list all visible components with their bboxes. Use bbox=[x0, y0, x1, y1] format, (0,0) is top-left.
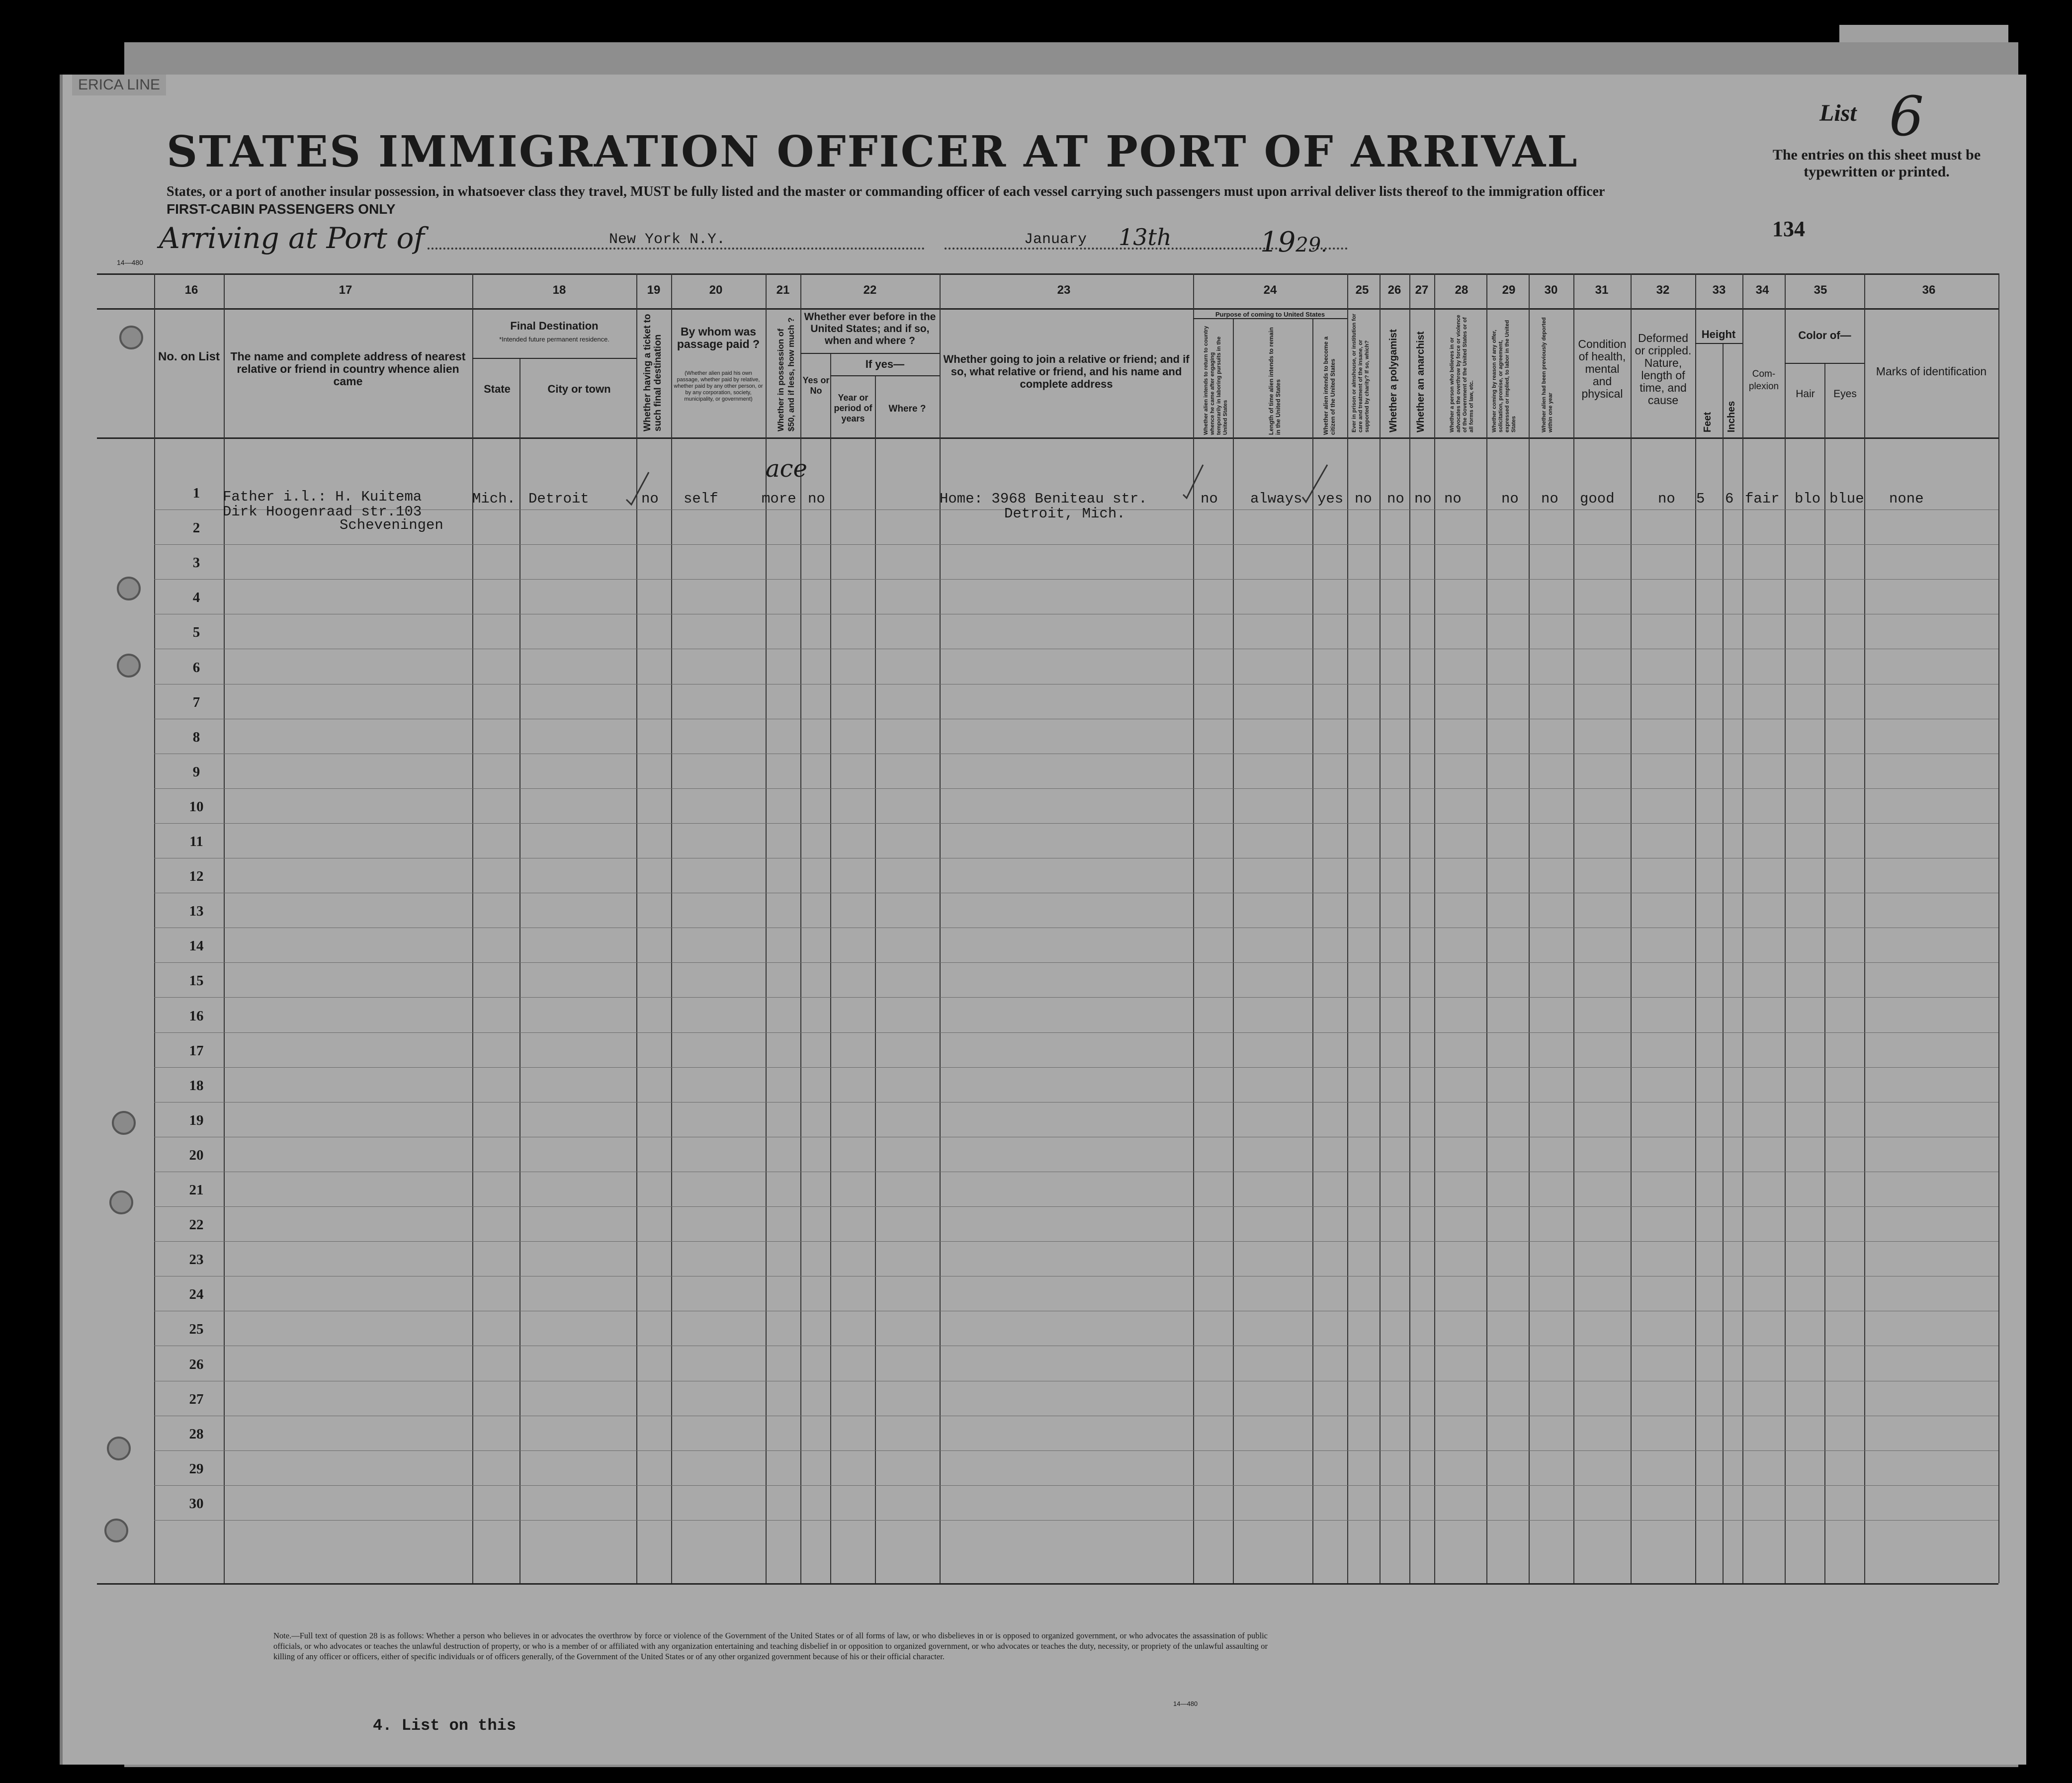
row-number: 17 bbox=[189, 1042, 204, 1059]
entry-feet: 5 bbox=[1696, 491, 1705, 507]
row-number: 25 bbox=[189, 1321, 204, 1338]
entry-health: good bbox=[1580, 491, 1615, 507]
row-rule bbox=[154, 1067, 1998, 1068]
col-line bbox=[472, 273, 473, 1583]
entry-join-line2: Detroit, Mich. bbox=[1004, 506, 1125, 522]
header-marks: Marks of identification bbox=[1876, 365, 1987, 378]
col-line bbox=[1998, 273, 1999, 1583]
col-line bbox=[830, 353, 831, 1583]
colnum-17: 17 bbox=[339, 283, 352, 297]
col-line bbox=[224, 273, 225, 1583]
list-number: 6 bbox=[1889, 85, 1924, 148]
sub-rule bbox=[830, 375, 940, 376]
entry-q29: no bbox=[1501, 491, 1519, 507]
header-hair: Hair bbox=[1796, 388, 1815, 400]
header-join-relative: Whether going to join a relative or friend; and if so, what relative or friend, and his name and complete address bbox=[943, 353, 1190, 390]
row-rule bbox=[154, 1102, 1998, 1103]
row-rule bbox=[154, 1450, 1998, 1451]
header-passage: By whom was passage paid ? bbox=[677, 325, 760, 350]
colnum-32: 32 bbox=[1656, 283, 1670, 297]
header-complexion: Com- plexion bbox=[1748, 369, 1779, 392]
sub-rule bbox=[472, 358, 636, 359]
header-eyes: Eyes bbox=[1833, 388, 1857, 400]
row-number: 16 bbox=[189, 1008, 204, 1024]
colnum-18: 18 bbox=[552, 283, 566, 297]
row-number: 5 bbox=[192, 624, 200, 641]
col-line bbox=[1312, 318, 1313, 1583]
col-line bbox=[1864, 273, 1865, 1583]
row-number: 28 bbox=[189, 1426, 204, 1442]
year-value bbox=[1260, 226, 1327, 258]
colnum-25: 25 bbox=[1355, 283, 1369, 297]
col-line bbox=[1409, 273, 1410, 1583]
col-line bbox=[1695, 273, 1696, 1583]
row-number: 27 bbox=[189, 1391, 204, 1407]
table-top-rule bbox=[97, 273, 1998, 275]
punch-hole bbox=[119, 326, 143, 349]
rule-text: States, or a port of another insular possession, in whatsoever class they travel, MUST be fully listed and the master or commanding officer of each vessel carrying such passengers must upon arrival deliver lists thereof to the immigration officer bbox=[167, 184, 1605, 199]
col-line bbox=[1529, 273, 1530, 1583]
day-value: 13th bbox=[1119, 224, 1172, 251]
row-rule bbox=[154, 579, 1998, 580]
header-city: City or town bbox=[547, 383, 611, 395]
footnote: Note.—Full text of question 28 is as follows: Whether a person who believes in or advocates the overthrow by force or violence of the Government of the United States or of all forms of law, or who disbelieves in or is opposed to organized government, or who advocates the assassination of public officials, or who advocates or teaches the unlawful destruction of property, or who is a member of or affiliated with any organization entertaining and teaching disbelief in or opposition to organized government, or who advocates or teaches the duty, necessity, or propriety of the unlawful assaulting or killing of any officer or officers, either of specific individuals or of officers generally, of the Government of the United States or of any other organized government because of his or their official character. bbox=[273, 1631, 1268, 1661]
colnum-33: 33 bbox=[1712, 283, 1726, 297]
colnum-36: 36 bbox=[1922, 283, 1936, 297]
year-prefix: 19 bbox=[1260, 226, 1296, 258]
header-if-yes: If yes— bbox=[865, 358, 905, 370]
month-value: January bbox=[1024, 231, 1087, 248]
colnum-16: 16 bbox=[184, 283, 198, 297]
table-bottom-rule bbox=[97, 1583, 1998, 1585]
row-number: 18 bbox=[189, 1077, 204, 1094]
header-no-on-list: No. on List bbox=[158, 350, 220, 363]
header-q28: Whether a person who believes in or advocates the overthrow by force or violence of the Government of the United States or of all forms of law, etc. bbox=[1449, 315, 1474, 432]
row-rule bbox=[154, 962, 1998, 963]
header-purpose-b: Length of time alien intends to remain in the United States bbox=[1268, 327, 1282, 435]
header-year-period: Year or period of years bbox=[834, 393, 872, 424]
entry-relative-line2: Dirk Hoogenraad str.103 bbox=[223, 504, 422, 520]
sheet-code: 134 bbox=[1772, 217, 1805, 241]
entry-marks: none bbox=[1889, 491, 1924, 507]
row-rule bbox=[154, 788, 1998, 789]
entry-complexion: fair bbox=[1745, 491, 1780, 507]
row-number: 23 bbox=[189, 1252, 204, 1268]
header-deformed: Deformed or crippled. Nature, length of time, and cause bbox=[1635, 332, 1692, 407]
row-rule bbox=[154, 1485, 1998, 1486]
col-line bbox=[1573, 273, 1574, 1583]
row-number: 12 bbox=[189, 868, 204, 885]
col-line bbox=[519, 358, 520, 1583]
col-line bbox=[1723, 343, 1724, 1583]
column-number-rule bbox=[97, 308, 1998, 310]
colnum-35: 35 bbox=[1813, 283, 1827, 297]
entry-state: Mich. bbox=[472, 491, 516, 507]
row-rule bbox=[154, 823, 1998, 824]
page-title: STATES IMMIGRATION OFFICER AT PORT OF ARRIVAL bbox=[167, 127, 1579, 177]
row-number: 6 bbox=[192, 659, 200, 676]
entry-polygamist: no bbox=[1387, 491, 1404, 507]
entry-anarchist: no bbox=[1414, 491, 1432, 507]
passenger-class: FIRST-CABIN PASSENGERS ONLY bbox=[167, 201, 396, 217]
header-bottom-rule bbox=[97, 437, 1998, 439]
header-purpose-c: Whether alien intends to become a citizen of the United States bbox=[1322, 336, 1336, 435]
row-number: 20 bbox=[189, 1147, 204, 1163]
colnum-21: 21 bbox=[776, 283, 790, 297]
entry-ticket: no bbox=[641, 491, 659, 507]
entry-relative-line1: Father i.l.: H. Kuitema bbox=[223, 489, 422, 505]
punch-hole bbox=[104, 1519, 128, 1542]
row-rule bbox=[154, 1032, 1998, 1033]
header-q30: Whether alien had been previously deported within one year bbox=[1541, 317, 1554, 432]
colnum-19: 19 bbox=[647, 283, 661, 297]
row-number: 24 bbox=[189, 1286, 204, 1303]
row-number: 9 bbox=[192, 764, 200, 780]
row-number: 10 bbox=[189, 798, 204, 815]
header-state: State bbox=[484, 383, 511, 395]
col-line bbox=[671, 273, 672, 1583]
col-line bbox=[1824, 363, 1825, 1583]
header-polygamist: Whether a polygamist bbox=[1388, 329, 1399, 432]
col-line bbox=[1233, 318, 1234, 1583]
row-rule bbox=[154, 997, 1998, 998]
punch-hole bbox=[107, 1437, 131, 1460]
row-rule bbox=[154, 1206, 1998, 1207]
punch-hole bbox=[117, 654, 141, 678]
row-number: 15 bbox=[189, 973, 204, 989]
col-line bbox=[1347, 273, 1348, 1583]
col-line bbox=[1486, 273, 1487, 1583]
row-number: 11 bbox=[189, 834, 203, 849]
colnum-20: 20 bbox=[709, 283, 723, 297]
colnum-31: 31 bbox=[1595, 283, 1609, 297]
row-number: 14 bbox=[189, 938, 204, 954]
row-number: 22 bbox=[189, 1217, 204, 1233]
entry-purpose-b: always bbox=[1250, 491, 1302, 507]
colnum-24: 24 bbox=[1263, 283, 1277, 297]
header-yes-no: Yes or No bbox=[802, 375, 830, 396]
entry-passage: self bbox=[684, 491, 718, 507]
header-prison: Ever in prison or almshouse, or institution for care and treatment of the insane, or supported by charity? If so, which? bbox=[1351, 314, 1370, 432]
col-line bbox=[940, 273, 941, 1583]
row-number: 19 bbox=[189, 1112, 204, 1128]
entry-q30: no bbox=[1541, 491, 1558, 507]
col-line bbox=[1380, 273, 1381, 1583]
year-suffix: 29. bbox=[1295, 234, 1327, 256]
punch-hole bbox=[109, 1190, 133, 1214]
header-purpose: Purpose of coming to United States bbox=[1215, 311, 1325, 318]
row-number: 29 bbox=[189, 1460, 204, 1477]
col-line bbox=[1631, 273, 1632, 1583]
colnum-26: 26 bbox=[1387, 283, 1401, 297]
entry-q28: no bbox=[1444, 491, 1462, 507]
shipping-line-stub: ERICA LINE bbox=[72, 75, 166, 95]
row-rule bbox=[154, 1520, 1998, 1521]
colnum-28: 28 bbox=[1455, 283, 1468, 297]
header-relative-address: The name and complete address of nearest relative or friend in country whence alien came bbox=[230, 350, 466, 388]
arriving-label: Arriving at Port of bbox=[159, 221, 425, 255]
row-rule bbox=[154, 1241, 1998, 1242]
colnum-22: 22 bbox=[863, 283, 877, 297]
date-dotted-line bbox=[945, 248, 1278, 250]
port-value: New York N.Y. bbox=[609, 231, 726, 248]
header-final-destination: Final Destination bbox=[510, 320, 599, 332]
header-q29: Whether coming by reason of any offer, solicitation, promise, or agreement, expressed or implied, to labor in the United States bbox=[1491, 320, 1517, 432]
row-number: 26 bbox=[189, 1356, 204, 1372]
col-line bbox=[1785, 273, 1786, 1583]
check-mark-citizen bbox=[1300, 462, 1330, 507]
row-rule bbox=[154, 544, 1998, 545]
header-final-destination-note: *Intended future permanent residence. bbox=[499, 336, 609, 343]
sub-rule bbox=[1695, 343, 1742, 344]
entry-hair: blo bbox=[1795, 491, 1821, 507]
entry-money: more bbox=[762, 491, 796, 507]
colnum-34: 34 bbox=[1755, 283, 1769, 297]
header-purpose-a: Whether alien intends to return to country whence he came after engaging temporarily in laboring pursuits in the United States bbox=[1203, 326, 1228, 435]
check-mark-ticket bbox=[624, 470, 654, 509]
entry-relative-line3: Scheveningen bbox=[340, 517, 443, 533]
entry-eyes: blue bbox=[1829, 491, 1864, 507]
entry-city: Detroit bbox=[528, 491, 589, 507]
punch-hole bbox=[117, 577, 141, 600]
footer-form-code: 14—480 bbox=[1173, 1700, 1198, 1707]
colnum-30: 30 bbox=[1544, 283, 1558, 297]
header-anarchist: Whether an anarchist bbox=[1415, 331, 1426, 432]
punch-hole bbox=[112, 1111, 136, 1135]
row-number: 3 bbox=[192, 555, 200, 571]
fold-text: 4. List on this bbox=[373, 1716, 517, 1735]
header-passage-note: (Whether alien paid his own passage, whether paid by relative, whether paid by any other person, or by any corporation, society, municipality, or government) bbox=[674, 370, 763, 402]
sub-rule bbox=[1193, 318, 1347, 319]
colnum-29: 29 bbox=[1502, 283, 1516, 297]
list-label: List bbox=[1819, 100, 1857, 126]
header-health: Condition of health, mental and physical bbox=[1578, 338, 1627, 400]
col-line bbox=[1434, 273, 1435, 1583]
row-number: 2 bbox=[192, 520, 200, 536]
entry-purpose-a: no bbox=[1201, 491, 1218, 507]
row-number: 4 bbox=[192, 590, 200, 606]
entry-purpose-c: yes bbox=[1317, 491, 1344, 507]
colnum-23: 23 bbox=[1057, 283, 1071, 297]
sub-rule bbox=[800, 353, 940, 354]
entry-prison: no bbox=[1355, 491, 1372, 507]
typewritten-note: The entries on this sheet must be typewritten or printed. bbox=[1772, 147, 1981, 180]
col-line bbox=[1742, 273, 1743, 1583]
row-number: 1 bbox=[192, 485, 200, 501]
entry-before: no bbox=[808, 491, 825, 507]
row-number: 13 bbox=[189, 903, 204, 920]
col-line bbox=[154, 273, 155, 1583]
header-color-of: Color of— bbox=[1798, 329, 1851, 341]
row-number: 8 bbox=[192, 729, 200, 745]
colnum-27: 27 bbox=[1415, 283, 1429, 297]
header-inches: Inches bbox=[1726, 401, 1737, 432]
form-code: 14—480 bbox=[117, 258, 143, 266]
entry-money-annotation: ace bbox=[766, 455, 807, 483]
entry-deformed: no bbox=[1658, 491, 1675, 507]
row-number: 7 bbox=[192, 694, 200, 710]
entry-inches: 6 bbox=[1725, 491, 1734, 507]
header-money: Whether in possession of $50, and if less, how much ? bbox=[776, 317, 796, 431]
row-number: 21 bbox=[189, 1182, 204, 1198]
row-number: 30 bbox=[189, 1495, 204, 1512]
header-height: Height bbox=[1701, 328, 1736, 340]
entry-join-line1: Home: 3968 Beniteau str. bbox=[940, 491, 1147, 507]
check-mark-purpose bbox=[1181, 462, 1206, 502]
header-where: Where ? bbox=[888, 404, 926, 414]
header-before-us: Whether ever before in the United States; and if so, when and where ? bbox=[804, 311, 936, 346]
header-feet: Feet bbox=[1702, 412, 1713, 432]
col-line bbox=[875, 375, 876, 1583]
sub-rule bbox=[1785, 363, 1864, 364]
header-ticket: Whether having a ticket to such final destination bbox=[642, 314, 663, 431]
